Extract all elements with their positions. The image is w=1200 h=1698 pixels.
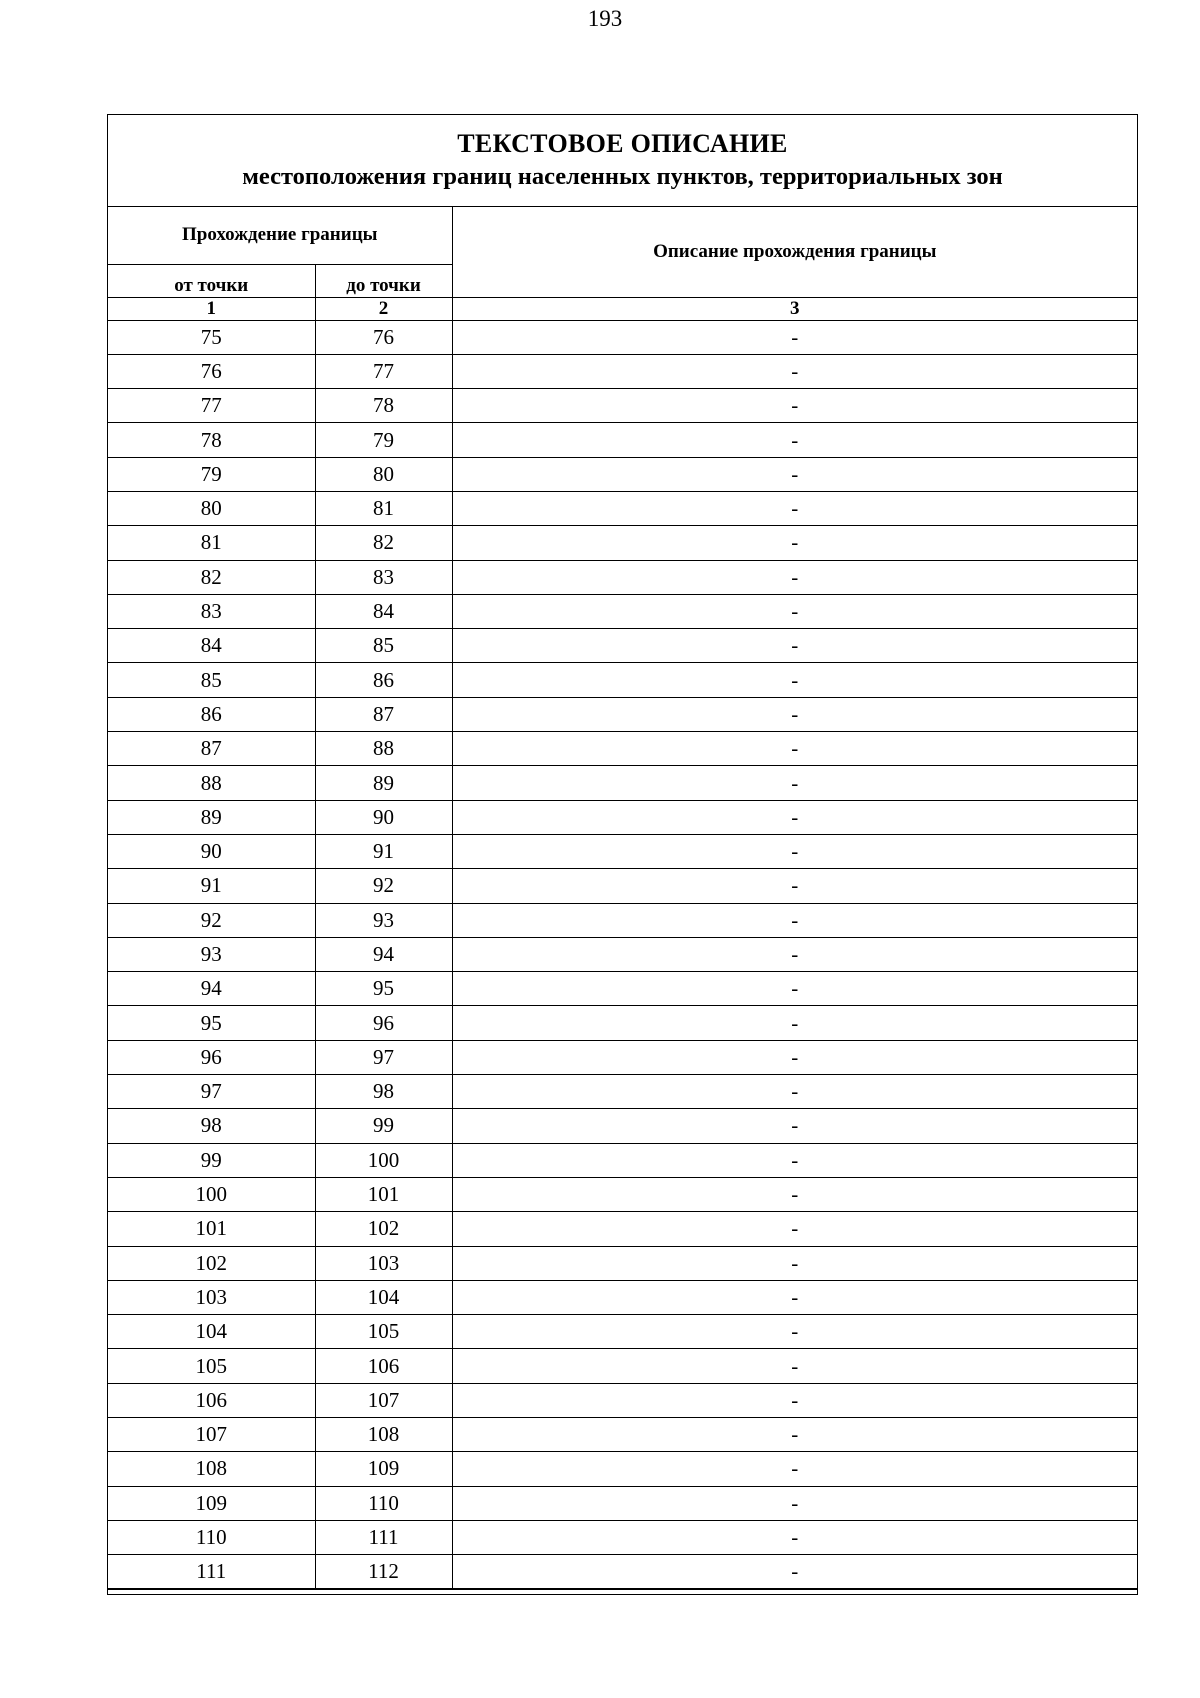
table-row: [108, 320, 1137, 354]
cell-from-point: 103: [108, 1280, 315, 1314]
cell-to-point: 109: [315, 1452, 452, 1486]
cell-from-point: 106: [108, 1383, 315, 1417]
cell-to-point: 89: [315, 766, 452, 800]
cell-to-point: 101: [315, 1177, 452, 1211]
cell-description: -: [452, 903, 1137, 937]
cell-to-point: 100: [315, 1143, 452, 1177]
column-number-2: 2: [315, 297, 452, 320]
cell-from-point: 75: [108, 320, 315, 354]
cell-from-point: 100: [108, 1177, 315, 1211]
page-number: 193: [587, 6, 623, 31]
cell-description: -: [452, 1177, 1137, 1211]
cell-description: -: [452, 732, 1137, 766]
cell-from-point: 101: [108, 1212, 315, 1246]
cell-description: -: [452, 1143, 1137, 1177]
cell-to-point: 106: [315, 1349, 452, 1383]
cell-description: -: [452, 1383, 1137, 1417]
cell-description: -: [452, 1006, 1137, 1040]
cell-from-point: 105: [108, 1349, 315, 1383]
cell-description: -: [452, 1418, 1137, 1452]
cell-to-point: 111: [315, 1520, 452, 1554]
table-row: [108, 423, 1137, 457]
cell-from-point: 99: [108, 1143, 315, 1177]
table-row: [108, 1109, 1137, 1143]
cell-description: -: [452, 697, 1137, 731]
table-row: [108, 869, 1137, 903]
cell-to-point: 94: [315, 937, 452, 971]
cell-to-point: 107: [315, 1383, 452, 1417]
header-description: Описание прохождения границы: [452, 207, 1137, 297]
cell-to-point: 79: [315, 423, 452, 457]
cell-to-point: 90: [315, 800, 452, 834]
cell-from-point: 88: [108, 766, 315, 800]
table-row: [108, 1452, 1137, 1486]
table-row: [108, 800, 1137, 834]
table-row: [108, 937, 1137, 971]
cell-to-point: 98: [315, 1075, 452, 1109]
cell-to-point: 86: [315, 663, 452, 697]
cell-from-point: 91: [108, 869, 315, 903]
cell-description: -: [452, 1315, 1137, 1349]
cell-from-point: 86: [108, 697, 315, 731]
cell-description: -: [452, 560, 1137, 594]
cell-from-point: 77: [108, 389, 315, 423]
table-row: [108, 526, 1137, 560]
table-row: [108, 1177, 1137, 1211]
cell-description: -: [452, 354, 1137, 388]
cell-from-point: 95: [108, 1006, 315, 1040]
cell-description: -: [452, 1075, 1137, 1109]
cell-from-point: 78: [108, 423, 315, 457]
cell-description: -: [452, 491, 1137, 525]
boundary-table: [108, 207, 1137, 1589]
cell-to-point: 80: [315, 457, 452, 491]
cell-description: -: [452, 800, 1137, 834]
table-row: [108, 1006, 1137, 1040]
cell-from-point: 84: [108, 629, 315, 663]
cell-description: -: [452, 972, 1137, 1006]
cell-description: -: [452, 320, 1137, 354]
cell-to-point: 103: [315, 1246, 452, 1280]
cell-from-point: 85: [108, 663, 315, 697]
table-row: [108, 1418, 1137, 1452]
cell-to-point: 88: [315, 732, 452, 766]
cell-from-point: 92: [108, 903, 315, 937]
table-row: [108, 1315, 1137, 1349]
table-row: [108, 1383, 1137, 1417]
cell-from-point: 96: [108, 1040, 315, 1074]
cell-to-point: 84: [315, 594, 452, 628]
cell-description: -: [452, 594, 1137, 628]
table-row: [108, 1555, 1137, 1589]
cell-from-point: 90: [108, 834, 315, 868]
column-number-3: 3: [452, 297, 1137, 320]
cell-description: -: [452, 457, 1137, 491]
cell-to-point: 110: [315, 1486, 452, 1520]
cell-to-point: 105: [315, 1315, 452, 1349]
table-body: [108, 320, 1137, 1589]
boundary-description-sheet: [107, 114, 1138, 1595]
table-row: [108, 1520, 1137, 1554]
cell-description: -: [452, 1212, 1137, 1246]
table-row: [108, 1040, 1137, 1074]
table-row: [108, 1349, 1137, 1383]
cell-from-point: 111: [108, 1555, 315, 1589]
cell-to-point: 104: [315, 1280, 452, 1314]
table-row: [108, 629, 1137, 663]
cell-description: -: [452, 389, 1137, 423]
header-boundary-passage: Прохождение границы: [108, 207, 452, 264]
cell-from-point: 107: [108, 1418, 315, 1452]
cell-from-point: 109: [108, 1486, 315, 1520]
table-row: [108, 732, 1137, 766]
cell-to-point: 99: [315, 1109, 452, 1143]
cell-from-point: 83: [108, 594, 315, 628]
table-row: [108, 766, 1137, 800]
cell-description: -: [452, 1109, 1137, 1143]
table-row: [108, 354, 1137, 388]
table-row: [108, 457, 1137, 491]
title-block: [108, 115, 1137, 207]
cell-description: -: [452, 526, 1137, 560]
cell-from-point: 98: [108, 1109, 315, 1143]
cell-from-point: 80: [108, 491, 315, 525]
table-row: [108, 1143, 1137, 1177]
table-row: [108, 1212, 1137, 1246]
table-row: [108, 1486, 1137, 1520]
cell-description: -: [452, 1555, 1137, 1589]
cell-from-point: 110: [108, 1520, 315, 1554]
cell-description: -: [452, 1349, 1137, 1383]
cell-description: -: [452, 1040, 1137, 1074]
cell-to-point: 91: [315, 834, 452, 868]
cell-to-point: 96: [315, 1006, 452, 1040]
table-row: [108, 594, 1137, 628]
table-row: [108, 560, 1137, 594]
cell-description: -: [452, 766, 1137, 800]
cell-from-point: 82: [108, 560, 315, 594]
table-row: [108, 972, 1137, 1006]
cell-description: -: [452, 869, 1137, 903]
table-row: [108, 389, 1137, 423]
cell-description: -: [452, 1486, 1137, 1520]
cell-to-point: 77: [315, 354, 452, 388]
cell-to-point: 85: [315, 629, 452, 663]
cell-to-point: 87: [315, 697, 452, 731]
cell-from-point: 81: [108, 526, 315, 560]
cell-to-point: 102: [315, 1212, 452, 1246]
table-row: [108, 697, 1137, 731]
cell-description: -: [452, 1452, 1137, 1486]
header-from-point: от точки: [108, 264, 315, 297]
cell-description: -: [452, 937, 1137, 971]
table-row: [108, 663, 1137, 697]
cell-to-point: 93: [315, 903, 452, 937]
cell-from-point: 108: [108, 1452, 315, 1486]
table-row: [108, 1075, 1137, 1109]
cell-description: -: [452, 423, 1137, 457]
cell-to-point: 76: [315, 320, 452, 354]
document-subtitle: местоположения границ населенных пунктов, территориальных зон: [242, 163, 1003, 190]
cell-from-point: 93: [108, 937, 315, 971]
cell-to-point: 82: [315, 526, 452, 560]
cell-to-point: 95: [315, 972, 452, 1006]
cell-description: -: [452, 834, 1137, 868]
cell-from-point: 94: [108, 972, 315, 1006]
cell-from-point: 104: [108, 1315, 315, 1349]
cell-description: -: [452, 629, 1137, 663]
table-row: [108, 903, 1137, 937]
cell-description: -: [452, 663, 1137, 697]
cell-from-point: 97: [108, 1075, 315, 1109]
table-row: [108, 1246, 1137, 1280]
cell-from-point: 89: [108, 800, 315, 834]
document-title: ТЕКСТОВОЕ ОПИСАНИЕ: [457, 129, 788, 158]
bottom-rule: [108, 1589, 1137, 1590]
cell-to-point: 81: [315, 491, 452, 525]
table-row: [108, 834, 1137, 868]
cell-from-point: 102: [108, 1246, 315, 1280]
cell-description: -: [452, 1280, 1137, 1314]
cell-description: -: [452, 1520, 1137, 1554]
cell-from-point: 79: [108, 457, 315, 491]
cell-to-point: 78: [315, 389, 452, 423]
cell-to-point: 112: [315, 1555, 452, 1589]
column-number-1: 1: [108, 297, 315, 320]
cell-to-point: 97: [315, 1040, 452, 1074]
cell-to-point: 83: [315, 560, 452, 594]
table-row: [108, 491, 1137, 525]
header-to-point: до точки: [315, 264, 452, 297]
cell-description: -: [452, 1246, 1137, 1280]
cell-from-point: 76: [108, 354, 315, 388]
cell-to-point: 108: [315, 1418, 452, 1452]
table-row: [108, 1280, 1137, 1314]
cell-from-point: 87: [108, 732, 315, 766]
table-header: [108, 207, 1137, 320]
cell-to-point: 92: [315, 869, 452, 903]
